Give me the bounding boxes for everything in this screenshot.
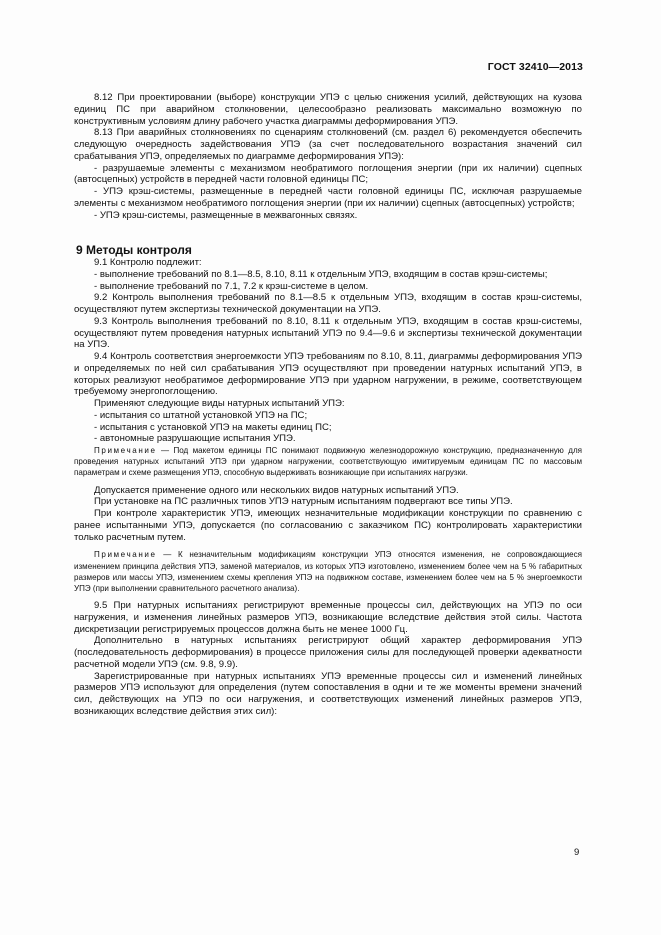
paragraph-8-12: 8.12 При проектировании (выборе) конструкции УПЭ с целью снижения усилий, действующих на кузова единиц ПС при аварийном столкновении, целесообразно реализовать максимально возможную по конструктивным условиям длину рабочего участка диаграммы деформирования УПЭ. xyxy=(74,92,582,127)
paragraph-additional: Дополнительно в натурных испытаниях регистрируют общий характер деформирования УПЭ (последовательность деформирования) в процессе приложения силы для последующей проверки адекватности расчетной модели УПЭ (см. 9.8, 9.9). xyxy=(74,635,582,670)
paragraph-9-2: 9.2 Контроль выполнения требований по 8.1—8.5 к отдельным УПЭ, входящим в состав крэш-системы, осуществляют путем экспертизы технической документации на УПЭ. xyxy=(74,292,582,315)
paragraph-9-5: 9.5 При натурных испытаниях регистрируют временные процессы сил, действующих на УПЭ по оси нагружения, и изменения линейных размеров УПЭ, возникающие вследствие действия этой силы. Частота дискретизации регистрируемых процессов должна быть не менее 1000 Гц. xyxy=(74,600,582,635)
paragraph-install: При установке на ПС различных типов УПЭ натурным испытаниям подвергают все типы УПЭ. xyxy=(94,496,513,508)
paragraph-8-13: 8.13 При аварийных столкновениях по сценариям столкновений (см. раздел 6) рекомендуется обеспечить следующую очередность задействования УПЭ (за счет последовательного возрастания значений сил срабатывания УПЭ, определяемых по диаграмме деформирования УПЭ): xyxy=(74,127,582,162)
note-label: Примечание xyxy=(94,446,157,455)
note-label: Примечание xyxy=(94,550,157,560)
paragraph-control: При контроле характеристик УПЭ, имеющих незначительные модификации конструкции по сравнению с ранее испытанными УПЭ, допускается (по согласованию с заказчиком ПС) контролировать характеристики только расчетным путем. xyxy=(74,508,582,543)
note-text: — Под макетом единицы ПС понимают подвижную железнодорожную конструкцию, предназначенную для проведения натурных испытаний УПЭ при ударном нагружении, соответствующую имитируемым единицам ПС по массовым параметрам и схеме размещения УПЭ, способную выдерживать возникающие при испытаниях нагрузки. xyxy=(74,446,582,478)
list-item: - испытания с установкой УПЭ на макеты единиц ПС; xyxy=(94,421,332,433)
document-header-number: ГОСТ 32410—2013 xyxy=(487,61,583,73)
paragraph-test-types: Применяют следующие виды натурных испытаний УПЭ: xyxy=(94,398,345,409)
note-text: — К незначительным модификациям конструкции УПЭ относятся изменения, не сопровождающиеся изменением принципа действия УПЭ, заменой материалов, из которых УПЭ изготовлено, изменением более чем на 5 % габаритных размеров или массы УПЭ, изменением схемы крепления УПЭ на подвижном составе, изменением более чем на 5 % энергоемкости УПЭ (при выполнении сравнительного расчетного анализа). xyxy=(74,550,582,593)
paragraph-registered: Зарегистрированные при натурных испытаниях УПЭ временные процессы сил и изменений линейных размеров УПЭ используют для определения (путем сопоставления в одни и те же моменты времени значений сил, действующих на УПЭ по оси нагружения, и соответствующих изменений линейных размеров УПЭ, возникающих вследствие действия этих сил): xyxy=(74,670,582,717)
paragraph-9-4: 9.4 Контроль соответствия энергоемкости УПЭ требованиям по 8.10, 8.11, диаграммы деформирования УПЭ и определяемых по ней сил срабатывания УПЭ осуществляют при проведении натурных испытаний УПЭ, в которых реализуют необратимое деформирование УПЭ при ударном нагружении, в режиме, соответствующем требуемому энергопоглощению. xyxy=(74,351,582,398)
paragraph-9-1: 9.1 Контролю подлежит: xyxy=(94,257,202,268)
note-modifications xyxy=(74,549,582,594)
list-item: - выполнение требований по 8.1—8.5, 8.10, 8.11 к отдельным УПЭ, входящим в состав крэш-системы; xyxy=(94,268,548,280)
list-item: - УПЭ крэш-системы, размещенные в межвагонных связях. xyxy=(94,209,358,221)
page-number: 9 xyxy=(574,847,580,858)
list-item: - выполнение требований по 7.1, 7.2 к крэш-системе в целом. xyxy=(94,280,369,292)
paragraph-9-3: 9.3 Контроль выполнения требований по 8.10, 8.11 к отдельным УПЭ, входящим в состав крэш-системы, осуществляют путем проведения натурных испытаний УПЭ по 9.4—9.6 и экспертизы технической документации на УПЭ. xyxy=(74,315,582,351)
list-item: - испытания со штатной установкой УПЭ на ПС; xyxy=(94,409,308,421)
section-title: 9 Методы контроля xyxy=(76,243,192,258)
document-body xyxy=(74,92,582,718)
list-item: - УПЭ крэш-системы, размещенные в передней части головной единицы ПС, исключая разрушаемые элементы с механизмом необратимого поглощения энергии (при их наличии) сцепных (автосцепных) устройств; xyxy=(74,186,582,209)
paragraph-allow: Допускается применение одного или нескольких видов натурных испытаний УПЭ. xyxy=(94,484,459,496)
list-item: - разрушаемые элементы с механизмом необратимого поглощения энергии (при их наличии) сцепных (автосцепных) устройств в передней части головной единицы ПС; xyxy=(74,162,582,186)
note-mockup xyxy=(74,445,582,479)
list-item: - автономные разрушающие испытания УПЭ. xyxy=(94,433,296,445)
